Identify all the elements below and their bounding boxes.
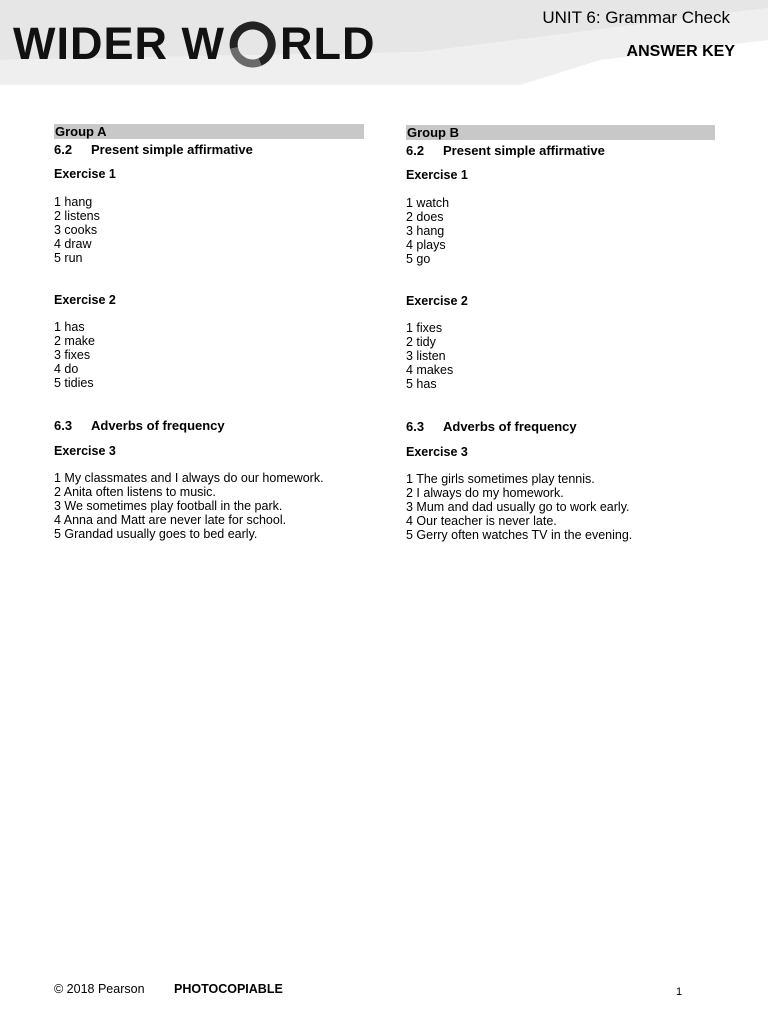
logo-wordmark xyxy=(13,18,225,70)
answer-item: 3 listen xyxy=(406,349,446,363)
answer-item: 2 does xyxy=(406,210,444,224)
answer-item: 2 Anita often listens to music. xyxy=(54,485,216,499)
logo-ring-icon xyxy=(226,18,278,70)
answer-item: 2 tidy xyxy=(406,335,436,349)
answer-item: 4 makes xyxy=(406,363,454,377)
answer-key-label: ANSWER KEY xyxy=(626,43,735,60)
answer-list xyxy=(406,472,716,542)
exercise-label: Exercise 2 xyxy=(406,294,468,308)
section-heading xyxy=(54,418,364,434)
answer-item: 5 Gerry often watches TV in the evening. xyxy=(406,528,633,542)
answer-item: 4 draw xyxy=(54,237,92,251)
section-heading xyxy=(54,142,364,158)
answer-item: 2 make xyxy=(54,334,95,348)
answer-item: 1 fixes xyxy=(406,321,443,335)
answer-item: 1 watch xyxy=(406,196,450,210)
answer-item: 3 We sometimes play football in the park. xyxy=(54,499,283,513)
unit-title: UNIT 6: Grammar Check xyxy=(542,8,730,27)
answer-item: 2 listens xyxy=(54,209,100,223)
logo-word-wider: WIDER W xyxy=(13,18,225,69)
group-b-column xyxy=(406,125,716,542)
answer-item: 4 do xyxy=(54,362,79,376)
answer-item: 5 run xyxy=(54,251,83,265)
section-number: 6.2 xyxy=(54,142,73,157)
answer-item: 1 My classmates and I always do our homework. xyxy=(54,471,324,485)
section-number: 6.2 xyxy=(406,143,425,158)
exercise-label: Exercise 1 xyxy=(406,168,468,182)
answer-item: 1 The girls sometimes play tennis. xyxy=(406,472,595,486)
footer-copyright: © 2018 Pearson xyxy=(54,982,145,996)
answer-item: 5 Grandad usually goes to bed early. xyxy=(54,527,258,541)
answer-item: 2 I always do my homework. xyxy=(406,486,564,500)
section-title: Present simple affirmative xyxy=(91,142,253,157)
answer-list xyxy=(54,471,364,541)
answer-item: 1 hang xyxy=(54,195,93,209)
exercise-label: Exercise 3 xyxy=(54,444,116,458)
exercise-label: Exercise 2 xyxy=(54,293,116,307)
section-heading xyxy=(406,143,716,159)
section-title: Adverbs of frequency xyxy=(91,418,225,433)
answer-list xyxy=(54,320,364,390)
answer-list xyxy=(54,195,364,265)
exercise-label: Exercise 1 xyxy=(54,167,116,181)
answer-item: 1 has xyxy=(54,320,85,334)
answer-item: 4 Our teacher is never late. xyxy=(406,514,557,528)
answer-item: 5 has xyxy=(406,377,437,391)
wider-world-logo xyxy=(280,18,375,70)
group-b-title: Group B xyxy=(406,125,715,140)
answer-item: 3 cooks xyxy=(54,223,98,237)
answer-list xyxy=(406,196,716,266)
section-heading xyxy=(406,419,716,435)
page-number: 1 xyxy=(676,986,683,998)
exercise-label: Exercise 3 xyxy=(406,445,468,459)
answer-item: 3 fixes xyxy=(54,348,91,362)
answer-item: 5 tidies xyxy=(54,376,94,390)
group-a-title: Group A xyxy=(54,124,364,139)
section-number: 6.3 xyxy=(54,418,73,433)
answer-item: 4 plays xyxy=(406,238,446,252)
section-title: Present simple affirmative xyxy=(443,143,605,158)
logo-text-right: RLD xyxy=(279,18,376,69)
answer-list xyxy=(406,321,716,391)
group-a-column xyxy=(54,124,364,541)
answer-item: 3 hang xyxy=(406,224,445,238)
footer-photocopiable: PHOTOCOPIABLE xyxy=(174,982,283,996)
answer-item: 4 Anna and Matt are never late for school. xyxy=(54,513,287,527)
answer-item: 5 go xyxy=(406,252,431,266)
answer-item: 3 Mum and dad usually go to work early. xyxy=(406,500,630,514)
section-number: 6.3 xyxy=(406,419,425,434)
section-title: Adverbs of frequency xyxy=(443,419,577,434)
